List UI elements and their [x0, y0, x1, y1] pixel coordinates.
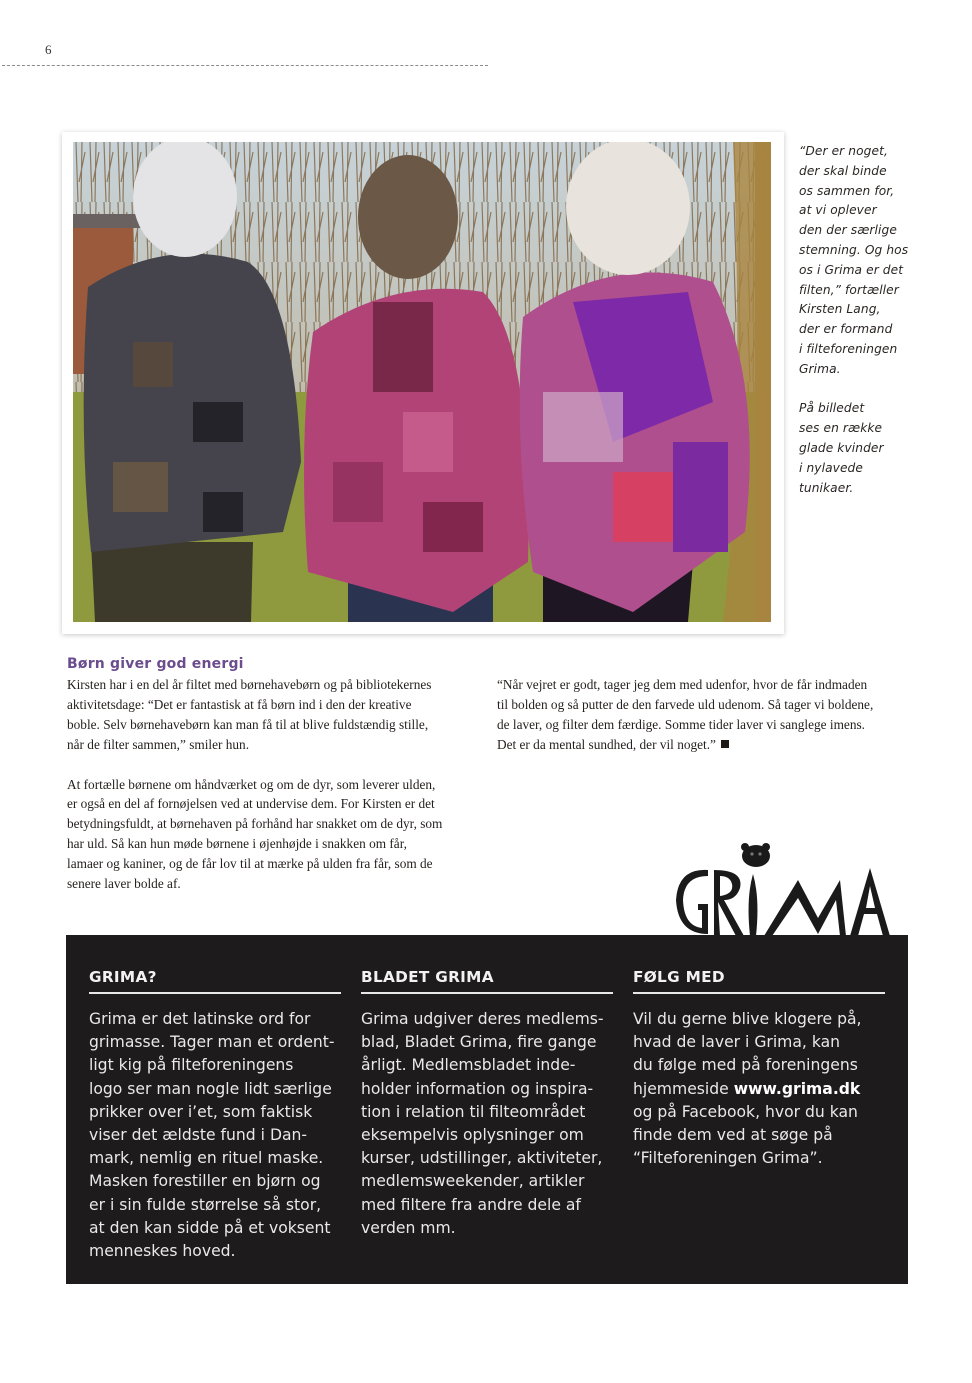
photo-caption: [799, 142, 969, 518]
photo-three-women-tunics: [73, 142, 771, 622]
info-column-title: FØLG MED: [633, 968, 885, 994]
bear-mask-icon: [741, 843, 770, 867]
page-number: 6: [45, 42, 52, 57]
woman-right-head: [566, 142, 690, 275]
article-paragraph: Kirsten har i en del år filtet med børnehavebørn og på bibliotekernes aktivitetsdage: “Det er fantastisk at få børn ind i den der kreative boble. Selv børnehavebørn kan man få til at blive fuldstændig stille, når de filter sammen,” smiler hun.: [67, 677, 432, 752]
info-column-body: Grima udgiver deres medlems- blad, Bladet Grima, fire gange årligt. Medlemsbladet inde- holder information og inspira- tion i relation til filteområdet eksempelvis oplysninger om kurser, udstillinger, aktiviteter, medlemsweekender, artikler med filtere fra andre dele af verden mm.: [361, 1010, 604, 1237]
grima-logo-wordmark: [668, 838, 898, 938]
woman-middle-head: [358, 155, 458, 279]
caption-quote: “Der er noget, der skal binde os sammen for, at vi oplever den der særlige stemning. Og hos os i Grima er det filten,” fortæller Kirsten Lang, der er formand i filteforeningen Grima.: [799, 144, 909, 376]
website-link[interactable]: www.grima.dk: [733, 1079, 861, 1098]
woman-left-trousers: [91, 542, 253, 622]
article-heading: Børn giver god energi: [67, 656, 244, 672]
body-text-after-link: og på Facebook, hvor du kan finde dem ved at søge på “Filteforeningen Grima”.: [633, 1102, 858, 1168]
article-closing-quote: “Når vejret er godt, tager jeg dem med udenfor, hvor de får indmaden til bolden og så putter de den farvede uld udenom. Så tager vi boldene, de laver, og filter dem færdige. Somme tider laver vi sanglege imens. Det er da mental sundhed, der vil noget.”: [497, 677, 874, 752]
article-paragraph: [497, 675, 917, 755]
photo-frame: [62, 132, 784, 634]
article-paragraph: At fortælle børnene om håndværket og om de dyr, som leverer ulden, er også en del af fornøjelsen ved at undervise dem. For Kirsten er det betydningsfuldt, at børnehaven på forhånd har snakket om de dyr, som har uld. Så kan hun møde børnene i øjenhøjde i snakken om får, lamaer og kaniner, og de får lov til at mærke på ulden fra får, som de senere laver bolde af.: [67, 776, 443, 892]
end-of-article-square-icon: [721, 740, 729, 748]
caption-description: På billedet ses en række glade kvinder i nylavede tunikaer.: [799, 401, 884, 495]
info-column-title: GRIMA?: [89, 968, 341, 994]
woman-left-head: [133, 142, 237, 257]
info-column-grima: [89, 968, 341, 1263]
info-column-title: BLADET GRIMA: [361, 968, 613, 994]
info-column-body: Grima er det latinske ord for grimasse. Tager man et ordent- ligt kig på filteforeningens logo ser man nogle lidt særlige prikker over i’et, som faktisk viser det ældste fund i Dan- mark, nemlig en rituel maske. Masken forestiller en bjørn og er i sin fulde størrelse så stor, at den kan sidde på et voksent menneskes hoved.: [89, 1010, 335, 1261]
info-column-folg-med: [633, 968, 885, 1170]
article-right-column: [497, 675, 917, 775]
logo-letters: [676, 868, 890, 936]
info-column-body: [633, 1008, 885, 1170]
info-box: [66, 935, 908, 1284]
article-left-column: [67, 675, 487, 914]
body-text-before-link: Vil du gerne blive klogere på, hvad de laver i Grima, kan du følge med på foreningens hjemmeside: [633, 1010, 862, 1098]
photo-illustration: [73, 142, 771, 622]
header-dashed-rule: [2, 65, 488, 66]
info-column-bladet-grima: [361, 968, 613, 1240]
grima-logo: [668, 838, 898, 938]
